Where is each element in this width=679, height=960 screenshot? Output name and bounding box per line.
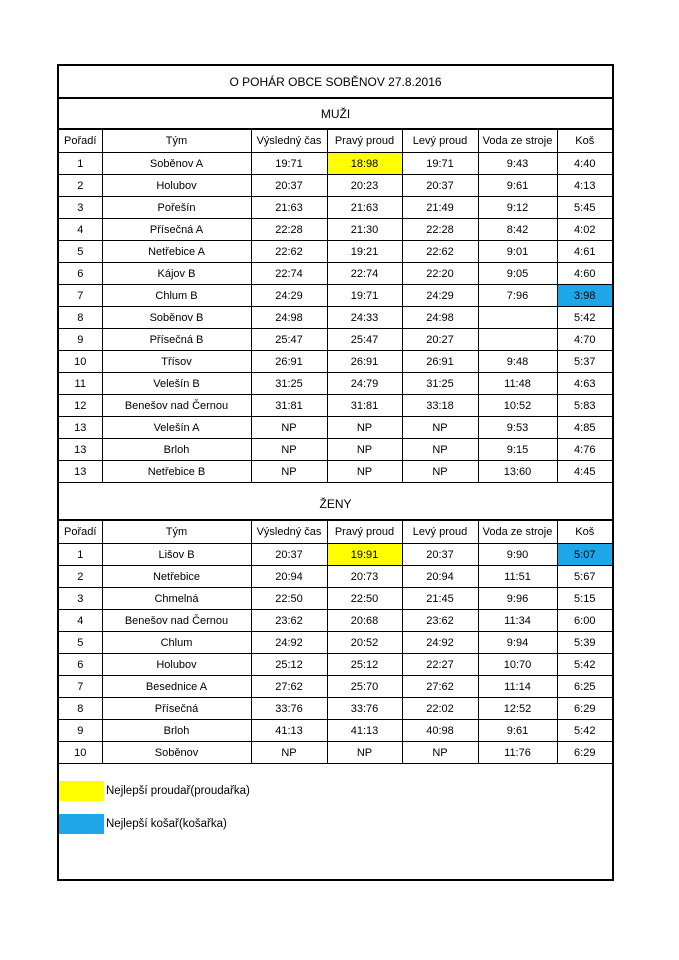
table-row [59, 351, 612, 373]
cell-basket: 4:45 [557, 461, 612, 483]
cell-right-stream: 20:52 [327, 632, 402, 654]
cell-right-stream: 19:91 [327, 544, 402, 566]
cell-left-stream: 22:62 [402, 241, 478, 263]
cell-left-stream: NP [402, 439, 478, 461]
cell-basket: 5:67 [557, 566, 612, 588]
cell-basket: 6:00 [557, 610, 612, 632]
cell-team: Brloh [102, 720, 251, 742]
cell-team: Chlum B [102, 285, 251, 307]
legend-best-basket-label: Nejlepší košař(košařka) [106, 818, 227, 830]
cell-rank: 2 [59, 175, 102, 197]
cell-machine-water [478, 329, 557, 351]
cell-left-stream: 24:98 [402, 307, 478, 329]
cell-machine-water: 11:14 [478, 676, 557, 698]
column-header-team: Tým [102, 130, 251, 153]
cell-right-stream: NP [327, 742, 402, 764]
cell-basket: 5:83 [557, 395, 612, 417]
cell-rank: 5 [59, 241, 102, 263]
cell-right-stream: 20:73 [327, 566, 402, 588]
cell-right-stream: 21:63 [327, 197, 402, 219]
page-title: O POHÁR OBCE SOBĚNOV 27.8.2016 [59, 66, 612, 99]
cell-team: Pořešín [102, 197, 251, 219]
cell-rank: 10 [59, 351, 102, 373]
cell-final-time: 33:76 [251, 698, 327, 720]
cell-right-stream: 24:79 [327, 373, 402, 395]
cell-machine-water: 9:15 [478, 439, 557, 461]
cell-final-time: 31:81 [251, 395, 327, 417]
column-header-left-stream: Levý proud [402, 130, 478, 153]
cell-machine-water: 9:90 [478, 544, 557, 566]
cell-basket: 5:42 [557, 720, 612, 742]
cell-right-stream: 19:71 [327, 285, 402, 307]
cell-machine-water: 11:76 [478, 742, 557, 764]
cell-team: Přísečná A [102, 219, 251, 241]
cell-right-stream: 25:47 [327, 329, 402, 351]
cell-machine-water: 11:48 [478, 373, 557, 395]
table-row [59, 395, 612, 417]
column-header-machine-water: Voda ze stroje [478, 130, 557, 153]
table-row [59, 720, 612, 742]
cell-final-time: 22:62 [251, 241, 327, 263]
cell-final-time: NP [251, 742, 327, 764]
cell-rank: 3 [59, 197, 102, 219]
table-row [59, 698, 612, 720]
cell-team: Lišov B [102, 544, 251, 566]
cell-team: Velešín B [102, 373, 251, 395]
cell-machine-water: 9:48 [478, 351, 557, 373]
cell-left-stream: 33:18 [402, 395, 478, 417]
cell-basket: 4:76 [557, 439, 612, 461]
cell-machine-water: 9:61 [478, 720, 557, 742]
cell-machine-water: 11:51 [478, 566, 557, 588]
cell-machine-water: 9:96 [478, 588, 557, 610]
cell-final-time: 20:37 [251, 175, 327, 197]
cell-rank: 9 [59, 329, 102, 351]
cell-rank: 4 [59, 610, 102, 632]
cell-basket: 6:25 [557, 676, 612, 698]
cell-left-stream: 21:45 [402, 588, 478, 610]
table-row [59, 197, 612, 219]
cell-final-time: 20:37 [251, 544, 327, 566]
cell-rank: 8 [59, 698, 102, 720]
cell-machine-water: 12:52 [478, 698, 557, 720]
cell-rank: 6 [59, 654, 102, 676]
column-header-basket: Koš [557, 521, 612, 544]
cell-final-time: NP [251, 439, 327, 461]
cell-right-stream: NP [327, 417, 402, 439]
cell-right-stream: NP [327, 461, 402, 483]
table-row [59, 742, 612, 764]
cell-basket: 5:45 [557, 197, 612, 219]
table-row [59, 566, 612, 588]
cell-final-time: 22:28 [251, 219, 327, 241]
cell-final-time: 22:50 [251, 588, 327, 610]
cell-final-time: 31:25 [251, 373, 327, 395]
cell-rank: 5 [59, 632, 102, 654]
cell-team: Soběnov A [102, 153, 251, 175]
cell-left-stream: 31:25 [402, 373, 478, 395]
cell-basket: 4:40 [557, 153, 612, 175]
table-row [59, 610, 612, 632]
cell-team: Netřebice [102, 566, 251, 588]
cell-final-time: 19:71 [251, 153, 327, 175]
cell-rank: 13 [59, 417, 102, 439]
cell-final-time: 41:13 [251, 720, 327, 742]
table-row [59, 307, 612, 329]
cell-rank: 4 [59, 219, 102, 241]
cell-final-time: 20:94 [251, 566, 327, 588]
cell-rank: 7 [59, 676, 102, 698]
cell-right-stream: 24:33 [327, 307, 402, 329]
cell-right-stream: 26:91 [327, 351, 402, 373]
cell-final-time: 25:12 [251, 654, 327, 676]
blue-swatch [59, 814, 104, 834]
cell-left-stream: 24:92 [402, 632, 478, 654]
table-row [59, 544, 612, 566]
cell-basket: 4:13 [557, 175, 612, 197]
table-row [59, 654, 612, 676]
cell-basket: 3:98 [557, 285, 612, 307]
cell-team: Soběnov B [102, 307, 251, 329]
cell-machine-water: 9:53 [478, 417, 557, 439]
men-heading: MUŽI [59, 99, 612, 130]
cell-right-stream: NP [327, 439, 402, 461]
table-row [59, 676, 612, 698]
cell-machine-water: 9:43 [478, 153, 557, 175]
cell-right-stream: 19:21 [327, 241, 402, 263]
cell-right-stream: 22:74 [327, 263, 402, 285]
cell-left-stream: 19:71 [402, 153, 478, 175]
cell-rank: 12 [59, 395, 102, 417]
cell-machine-water: 7:96 [478, 285, 557, 307]
cell-left-stream: 20:37 [402, 175, 478, 197]
header-row [59, 130, 612, 153]
cell-final-time: 27:62 [251, 676, 327, 698]
cell-rank: 1 [59, 544, 102, 566]
cell-basket: 5:07 [557, 544, 612, 566]
cell-rank: 6 [59, 263, 102, 285]
cell-team: Netřebice B [102, 461, 251, 483]
cell-machine-water: 9:61 [478, 175, 557, 197]
table-row [59, 219, 612, 241]
cell-final-time: 23:62 [251, 610, 327, 632]
cell-left-stream: 20:94 [402, 566, 478, 588]
legend-best-stream-label: Nejlepší proudař(proudařka) [106, 785, 250, 797]
women-heading: ŽENY [59, 488, 612, 521]
cell-team: Netřebice A [102, 241, 251, 263]
cell-left-stream: 21:49 [402, 197, 478, 219]
table-row [59, 263, 612, 285]
cell-left-stream: 22:02 [402, 698, 478, 720]
column-header-right-stream: Pravý proud [327, 521, 402, 544]
cell-final-time: NP [251, 461, 327, 483]
table-row [59, 175, 612, 197]
cell-left-stream: 40:98 [402, 720, 478, 742]
cell-right-stream: 25:70 [327, 676, 402, 698]
cell-basket: 4:63 [557, 373, 612, 395]
cell-right-stream: 33:76 [327, 698, 402, 720]
cell-team: Soběnov [102, 742, 251, 764]
column-header-final-time: Výsledný čas [251, 130, 327, 153]
cell-rank: 13 [59, 461, 102, 483]
yellow-swatch [59, 781, 104, 801]
cell-left-stream: NP [402, 417, 478, 439]
header-row [59, 521, 612, 544]
cell-machine-water: 8:42 [478, 219, 557, 241]
cell-right-stream: 41:13 [327, 720, 402, 742]
cell-left-stream: 27:62 [402, 676, 478, 698]
cell-final-time: 24:29 [251, 285, 327, 307]
cell-team: Velešín A [102, 417, 251, 439]
cell-left-stream: 26:91 [402, 351, 478, 373]
cell-basket: 4:02 [557, 219, 612, 241]
cell-right-stream: 18:98 [327, 153, 402, 175]
cell-left-stream: 24:29 [402, 285, 478, 307]
cell-basket: 4:61 [557, 241, 612, 263]
cell-left-stream: 22:27 [402, 654, 478, 676]
column-header-rank: Pořadí [59, 521, 102, 544]
table-row [59, 439, 612, 461]
cell-left-stream: NP [402, 742, 478, 764]
cell-machine-water: 11:34 [478, 610, 557, 632]
cell-right-stream: 20:23 [327, 175, 402, 197]
column-header-final-time: Výsledný čas [251, 521, 327, 544]
column-header-machine-water: Voda ze stroje [478, 521, 557, 544]
cell-right-stream: 31:81 [327, 395, 402, 417]
cell-rank: 3 [59, 588, 102, 610]
cell-team: Přísečná B [102, 329, 251, 351]
cell-left-stream: NP [402, 461, 478, 483]
cell-rank: 10 [59, 742, 102, 764]
cell-team: Třísov [102, 351, 251, 373]
table-row [59, 329, 612, 351]
cell-final-time: 25:47 [251, 329, 327, 351]
cell-left-stream: 20:37 [402, 544, 478, 566]
cell-rank: 2 [59, 566, 102, 588]
cell-left-stream: 20:27 [402, 329, 478, 351]
cell-basket: 5:42 [557, 654, 612, 676]
cell-left-stream: 22:28 [402, 219, 478, 241]
legend-best-stream [59, 780, 250, 802]
cell-rank: 8 [59, 307, 102, 329]
cell-team: Benešov nad Černou [102, 610, 251, 632]
cell-rank: 9 [59, 720, 102, 742]
cell-machine-water: 9:94 [478, 632, 557, 654]
cell-right-stream: 25:12 [327, 654, 402, 676]
cell-final-time: 26:91 [251, 351, 327, 373]
column-header-basket: Koš [557, 130, 612, 153]
table-row [59, 153, 612, 175]
results-sheet [57, 64, 614, 881]
table-row [59, 373, 612, 395]
table-row [59, 632, 612, 654]
cell-team: Chlum [102, 632, 251, 654]
men-results-table [59, 129, 612, 483]
cell-team: Přísečná [102, 698, 251, 720]
cell-right-stream: 21:30 [327, 219, 402, 241]
table-row [59, 588, 612, 610]
legend-best-basket [59, 813, 227, 835]
cell-team: Benešov nad Černou [102, 395, 251, 417]
cell-rank: 11 [59, 373, 102, 395]
cell-machine-water: 9:05 [478, 263, 557, 285]
cell-basket: 6:29 [557, 698, 612, 720]
women-results-table [59, 520, 612, 764]
column-header-rank: Pořadí [59, 130, 102, 153]
cell-basket: 6:29 [557, 742, 612, 764]
cell-right-stream: 22:50 [327, 588, 402, 610]
cell-team: Holubov [102, 175, 251, 197]
cell-basket: 5:39 [557, 632, 612, 654]
cell-team: Holubov [102, 654, 251, 676]
table-row [59, 241, 612, 263]
cell-final-time: 22:74 [251, 263, 327, 285]
cell-team: Chmelná [102, 588, 251, 610]
cell-machine-water: 10:70 [478, 654, 557, 676]
table-row [59, 285, 612, 307]
cell-machine-water: 13:60 [478, 461, 557, 483]
cell-team: Brloh [102, 439, 251, 461]
cell-machine-water: 9:12 [478, 197, 557, 219]
cell-rank: 13 [59, 439, 102, 461]
table-row [59, 417, 612, 439]
table-row [59, 461, 612, 483]
cell-machine-water: 10:52 [478, 395, 557, 417]
column-header-team: Tým [102, 521, 251, 544]
cell-basket: 4:60 [557, 263, 612, 285]
cell-right-stream: 20:68 [327, 610, 402, 632]
cell-basket: 5:37 [557, 351, 612, 373]
cell-basket: 5:42 [557, 307, 612, 329]
cell-basket: 4:85 [557, 417, 612, 439]
cell-left-stream: 22:20 [402, 263, 478, 285]
cell-machine-water: 9:01 [478, 241, 557, 263]
column-header-right-stream: Pravý proud [327, 130, 402, 153]
column-header-left-stream: Levý proud [402, 521, 478, 544]
cell-rank: 7 [59, 285, 102, 307]
cell-basket: 5:15 [557, 588, 612, 610]
cell-team: Besednice A [102, 676, 251, 698]
cell-machine-water [478, 307, 557, 329]
cell-basket: 4:70 [557, 329, 612, 351]
cell-final-time: NP [251, 417, 327, 439]
cell-final-time: 21:63 [251, 197, 327, 219]
cell-final-time: 24:98 [251, 307, 327, 329]
cell-team: Kájov B [102, 263, 251, 285]
cell-final-time: 24:92 [251, 632, 327, 654]
cell-rank: 1 [59, 153, 102, 175]
cell-left-stream: 23:62 [402, 610, 478, 632]
